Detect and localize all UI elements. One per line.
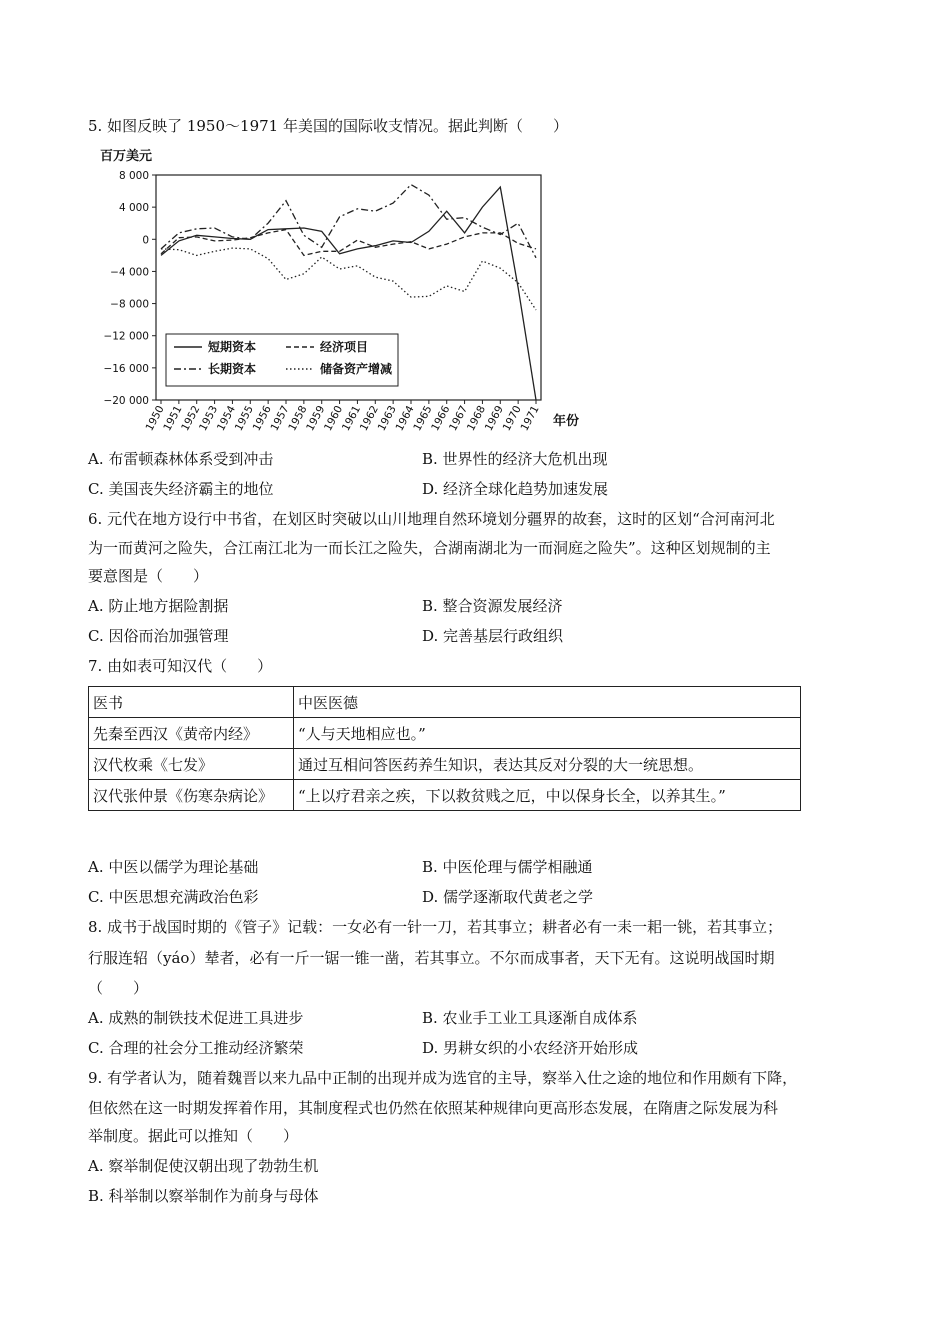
y-tick-label: −12 000 [103, 330, 149, 343]
y-tick-label: 4 000 [118, 202, 149, 215]
q8-option-b[interactable]: B. 农业手工业工具逐渐自成体系 [422, 1009, 638, 1027]
q6-option-b[interactable]: B. 整合资源发展经济 [422, 597, 563, 615]
table-cell-book: 汉代张仲景《伤寒杂病论》 [89, 780, 294, 811]
y-tick-label: 8 000 [118, 170, 149, 182]
legend-entry: 短期资本 [208, 340, 257, 354]
x-tick-label: 1969 [482, 403, 506, 434]
series-line-储备资产增减 [161, 248, 536, 310]
question-9-line-2: 但依然在这一时期发挥着作用，其制度程式也仍然在依照某种规律向更高形态发展，在隋唐之际发展为科 [88, 1099, 779, 1117]
table-header-book: 医书 [89, 687, 294, 718]
legend-entry: 长期资本 [208, 362, 257, 376]
legend-entry: 经济项目 [320, 340, 369, 354]
q5-option-c[interactable]: C. 美国丧失经济霸主的地位 [88, 480, 274, 498]
question-9-line-3: 举制度。据此可以推知（ ） [88, 1127, 299, 1145]
y-tick-label: −4 000 [110, 266, 149, 279]
table-row [89, 780, 801, 811]
question-5-stem: 5. 如图反映了 1950～1971 年美国的国际收支情况。据此判断（ ） [88, 117, 568, 135]
x-tick-label: 1963 [375, 403, 399, 434]
chart-svg [96, 142, 616, 442]
x-tick-label: 1955 [232, 403, 256, 434]
q6-option-d[interactable]: D. 完善基层行政组织 [422, 627, 564, 645]
q7-option-a[interactable]: A. 中医以儒学为理论基础 [88, 858, 259, 876]
q7-option-c[interactable]: C. 中医思想充满政治色彩 [88, 888, 259, 906]
x-tick-label: 1959 [304, 403, 328, 434]
q5-option-a[interactable]: A. 布雷顿森林体系受到冲击 [88, 450, 274, 468]
legend-entry: 储备资产增减 [320, 362, 393, 376]
table-cell-ethics: “上以疗君亲之疾，下以救贫贱之厄，中以保身长全，以养其生。” [294, 780, 801, 811]
x-tick-label: 1952 [179, 403, 203, 434]
x-tick-label: 1970 [500, 403, 524, 434]
x-tick-label: 1953 [197, 403, 221, 434]
table-cell-book: 汉代枚乘《七发》 [89, 749, 294, 780]
y-axis-label: 百万美元 [100, 149, 153, 164]
q5-option-d[interactable]: D. 经济全球化趋势加速发展 [422, 480, 609, 498]
x-tick-label: 1960 [322, 403, 346, 434]
y-tick-label: −20 000 [103, 395, 149, 407]
q8-option-c[interactable]: C. 合理的社会分工推动经济繁荣 [88, 1039, 304, 1057]
x-tick-label: 1961 [339, 403, 364, 434]
x-tick-label: 1965 [411, 403, 435, 434]
question-6-line-3: 要意图是（ ） [88, 567, 209, 585]
q6-option-a[interactable]: A. 防止地方据险割据 [88, 597, 229, 615]
table-cell-ethics: 通过互相问答医药养生知识，表达其反对分裂的大一统思想。 [294, 749, 801, 780]
x-axis-label: 年份 [553, 414, 580, 429]
question-8-line-3: （ ） [88, 979, 149, 997]
question-9-line-1: 9. 有学者认为，随着魏晋以来九品中正制的出现并成为选官的主导，察举入仕之途的地位和作用颇有下降， [88, 1069, 798, 1087]
table-row [89, 718, 801, 749]
q6-option-c[interactable]: C. 因俗而治加强管理 [88, 627, 229, 645]
q8-option-d[interactable]: D. 男耕女织的小农经济开始形成 [422, 1039, 639, 1057]
question-8-line-1: 8. 成书于战国时期的《管子》记载：一女必有一针一刀，若其事立；耕者必有一耒一耜一铫，若其事立； [88, 918, 783, 936]
q9-option-a[interactable]: A. 察举制促使汉朝出现了勃勃生机 [88, 1157, 319, 1175]
series-line-长期资本 [161, 185, 536, 258]
table-header-ethics: 中医医德 [294, 687, 801, 718]
table-cell-book: 先秦至西汉《黄帝内经》 [89, 718, 294, 749]
x-tick-label: 1967 [447, 403, 471, 434]
question-6-line-2: 为一而黄河之险失，合江南江北为一而长江之险失，合湖南湖北为一而洞庭之险失”。这种区划规制的主 [88, 539, 771, 557]
y-tick-label: 0 [142, 234, 149, 247]
question-7-stem: 7. 由如表可知汉代（ ） [88, 657, 273, 675]
question-6-line-1: 6. 元代在地方设行中书省，在划区时突破以山川地理自然环境划分疆界的故套，这时的区划“合河南河北 [88, 510, 775, 528]
x-tick-label: 1968 [464, 403, 489, 434]
q7-option-d[interactable]: D. 儒学逐渐取代黄老之学 [422, 888, 594, 906]
x-tick-label: 1966 [429, 403, 453, 434]
x-tick-label: 1957 [268, 403, 292, 434]
x-tick-label: 1964 [393, 403, 417, 434]
x-tick-label: 1958 [286, 403, 310, 434]
y-tick-label: −16 000 [103, 362, 149, 375]
q9-option-b[interactable]: B. 科举制以察举制作为前身与母体 [88, 1187, 319, 1205]
x-tick-label: 1956 [250, 403, 274, 434]
x-tick-label: 1971 [518, 403, 542, 434]
table-header-row [89, 687, 801, 718]
x-tick-label: 1951 [161, 403, 185, 434]
q8-option-a[interactable]: A. 成熟的制铁技术促进工具进步 [88, 1009, 304, 1027]
table-cell-ethics: “人与天地相应也。” [294, 718, 801, 749]
x-tick-label: 1962 [357, 403, 381, 434]
table-row [89, 749, 801, 780]
question-8-line-2: 行服连轺（yáo）辇者，必有一斤一锯一锥一凿，若其事立。不尔而成事者，天下无有。这说明战国时期 [88, 949, 775, 967]
x-tick-label: 1950 [143, 403, 167, 434]
x-tick-label: 1954 [214, 403, 239, 434]
medicine-table [88, 686, 801, 811]
q5-option-b[interactable]: B. 世界性的经济大危机出现 [422, 450, 608, 468]
y-tick-label: −8 000 [110, 298, 149, 311]
balance-of-payments-chart [96, 142, 616, 442]
q7-option-b[interactable]: B. 中医伦理与儒学相融通 [422, 858, 593, 876]
